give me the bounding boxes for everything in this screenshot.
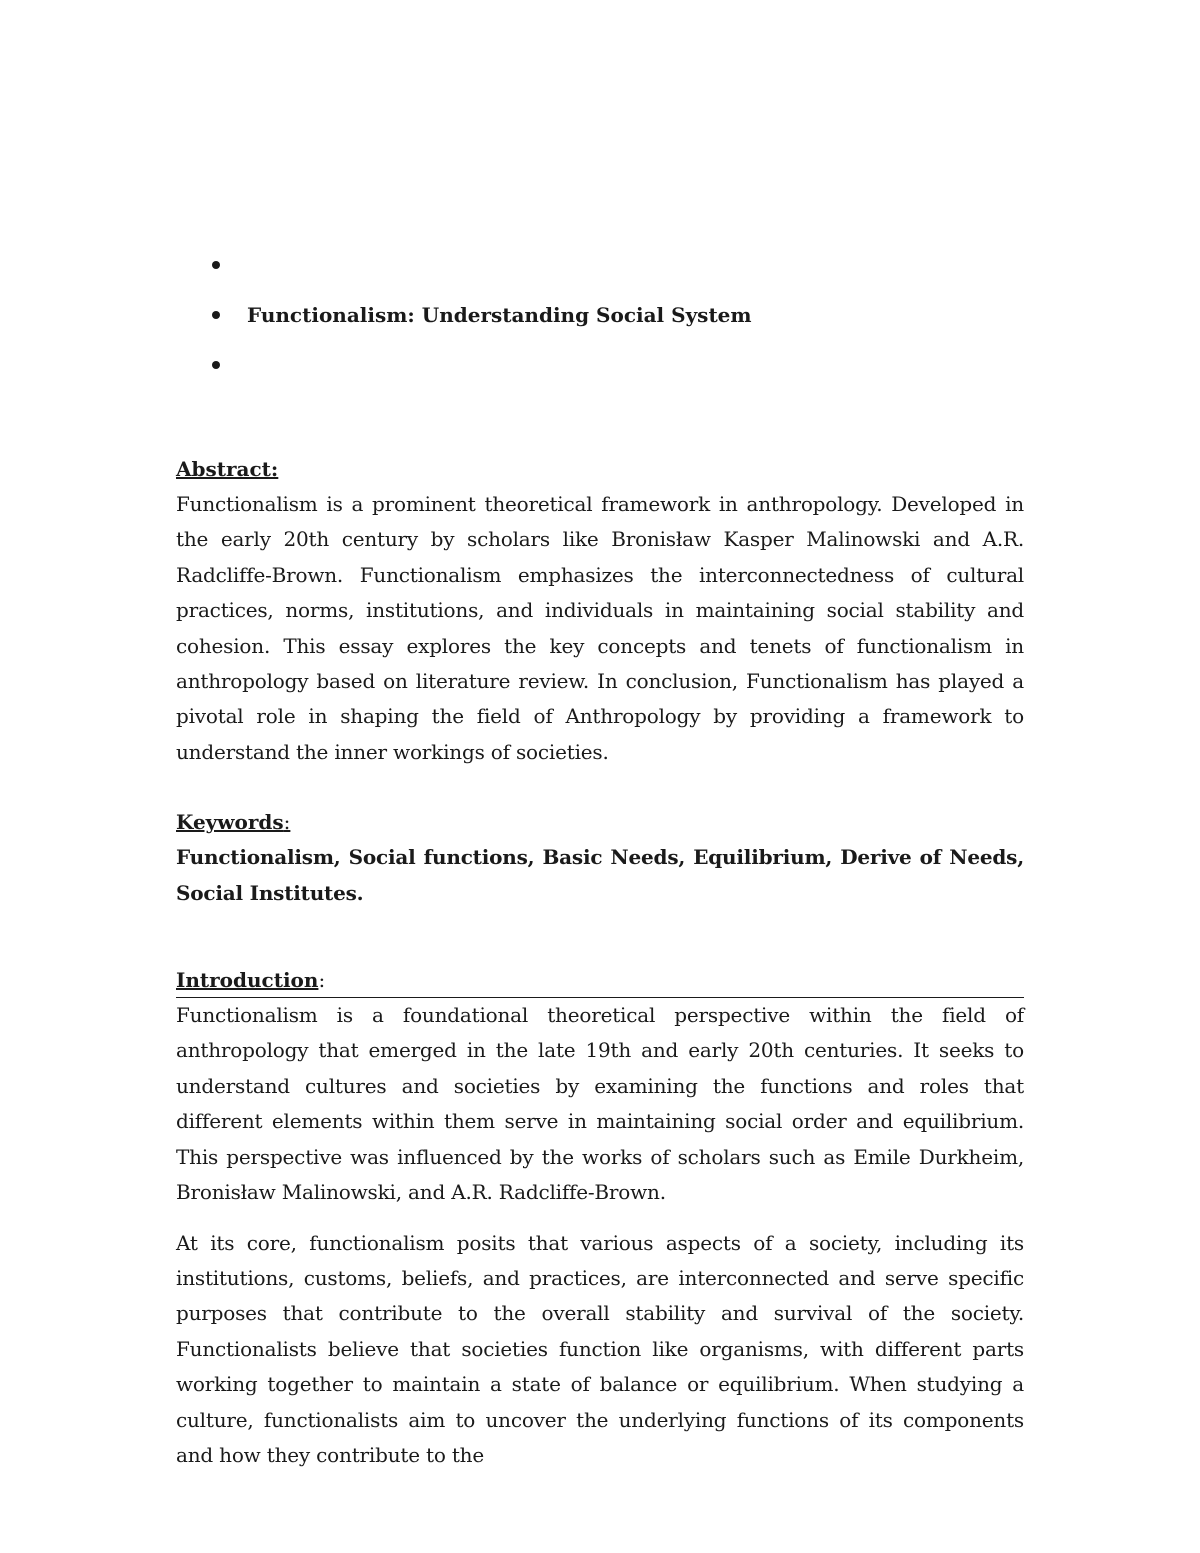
bullet-item-empty-1 <box>206 240 906 290</box>
bullet-item-empty-2 <box>206 340 906 390</box>
introduction-heading <box>176 963 1024 998</box>
document-body <box>176 452 1024 1473</box>
keywords-text: Functionalism, Social functions, Basic Needs, Equilibrium, Derive of Needs, Social Institutes. <box>176 845 1024 905</box>
abstract-heading: Abstract: <box>176 457 279 481</box>
introduction-paragraph-2: At its core, functionalism posits that various aspects of a society, including its institutions, customs, beliefs, and practices, are interconnected and serve specific purposes that contribute to the overall stability and survival of the society. Functionalists believe that societies function like organisms, with different parts working together to maintain a state of balance or equilibrium. When studying a culture, functionalists aim to uncover the underlying functions of its components and how they contribute to the <box>176 1230 1024 1467</box>
introduction-paragraph-1: Functionalism is a foundational theoretical perspective within the field of anthropology that emerged in the late 19th and early 20th centuries. It seeks to understand cultures and societies by examining the functions and roles that different elements within them serve in maintaining social order and equilibrium. This perspective was influenced by the works of scholars such as Emile Durkheim, Bronisław Malinowski, and A.R. Radcliffe-Brown. <box>176 1003 1024 1205</box>
keywords-heading <box>176 805 1024 840</box>
introduction-colon: : <box>318 968 326 993</box>
title-bullet-list <box>206 240 906 390</box>
introduction-label: Introduction <box>176 968 319 993</box>
document-title: Functionalism: Understanding Social System <box>206 290 906 340</box>
abstract-text: Functionalism is a prominent theoretical framework in anthropology. Developed in the early 20th century by scholars like Bronisław Kasper Malinowski and A.R. Radcliffe-Brown. Functionalism emphasizes the interconnectedness of cultural practices, norms, institutions, and individuals in maintaining social stability and cohesion. This essay explores the key concepts and tenets of functionalism in anthropology based on literature review. In conclusion, Functionalism has played a pivotal role in shaping the field of Anthropology by providing a framework to understand the inner workings of societies. <box>176 492 1024 764</box>
keywords-colon: : <box>283 810 291 835</box>
keywords-label: Keywords <box>176 810 284 835</box>
